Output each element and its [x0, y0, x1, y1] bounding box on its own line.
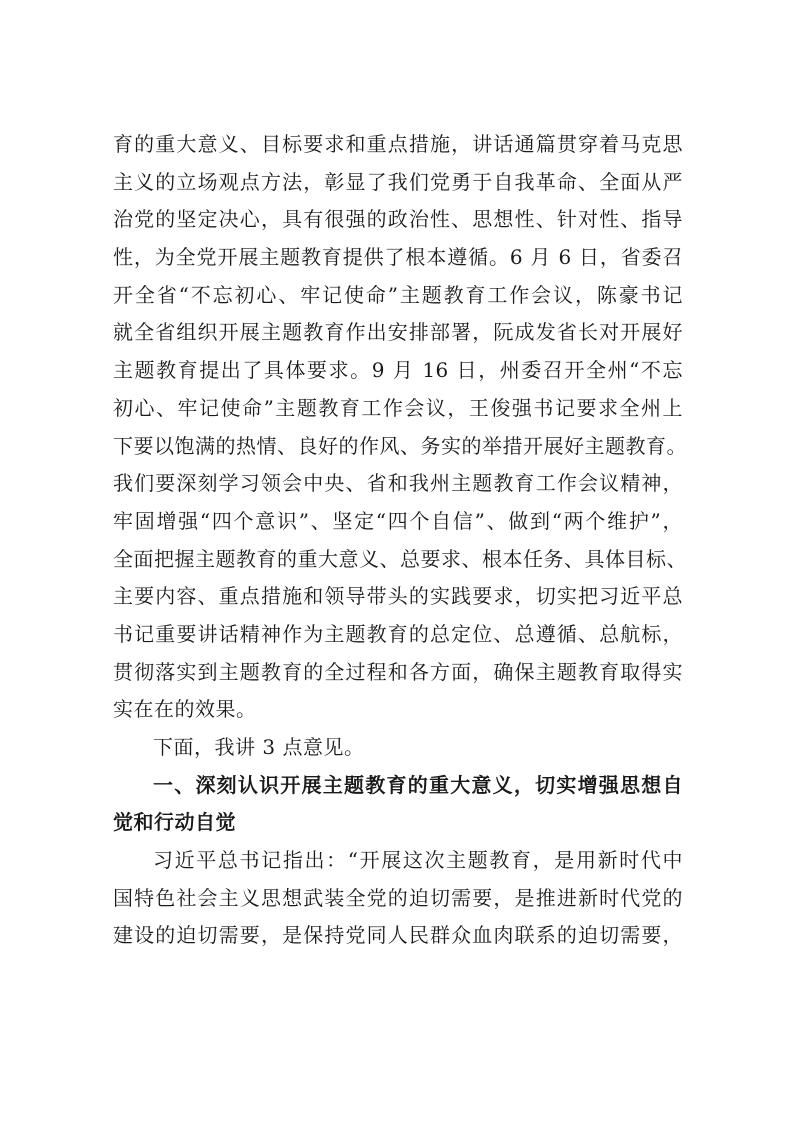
- section-heading: 一、深刻认识开展主题教育的重大意义，切实增强思想自: [153, 772, 683, 797]
- text-line: 牢固增强“四个意识”、坚定“四个自信”、做到“两个维护”，: [113, 508, 683, 533]
- text-line: 下要以饱满的热情、良好的作风、务实的举措开展好主题教育。: [113, 433, 687, 458]
- text-line: 我们要深刻学习领会中央、省和我州主题教育工作会议精神，: [113, 471, 683, 496]
- text-line: 育的重大意义、目标要求和重点措施，讲话通篇贯穿着马克思: [113, 132, 683, 156]
- text-line: 贯彻落实到主题教育的全过程和各方面，确保主题教育取得实: [113, 659, 683, 684]
- text-line: 主题教育提出了具体要求。9 月 16 日，州委召开全州“不忘: [113, 358, 683, 383]
- text-line: 开全省“不忘初心、牢记使命”主题教育工作会议，陈豪书记: [113, 282, 683, 307]
- text-line: 初心、牢记使命”主题教育工作会议，王俊强书记要求全州上: [113, 395, 683, 420]
- text-line: 治党的坚定决心，具有很强的政治性、思想性、针对性、指导: [113, 207, 683, 232]
- document-body: [113, 126, 687, 955]
- text-line: 主要内容、重点措施和领导带头的实践要求，切实把习近平总: [113, 584, 683, 609]
- text-line: 建设的迫切需要，是保持党同人民群众血肉联系的迫切需要，: [113, 923, 683, 948]
- section-heading: 觉和行动自觉: [113, 810, 236, 835]
- text-line: 书记重要讲话精神作为主题教育的总定位、总遵循、总航标，: [113, 621, 683, 646]
- text-line: 性，为全党开展主题教育提供了根本遵循。6 月 6 日，省委召: [113, 245, 683, 270]
- text-line: 主义的立场观点方法，彰显了我们党勇于自我革命、全面从严: [113, 169, 683, 194]
- text-line: 国特色社会主义思想武装全党的迫切需要，是推进新时代党的: [113, 885, 683, 910]
- paragraph-intro: 下面，我讲 3 点意见。: [153, 735, 365, 759]
- text-line: 全面把握主题教育的重大意义、总要求、根本任务、具体目标、: [113, 546, 687, 571]
- text-line: 就全省组织开展主题教育作出安排部署，阮成发省长对开展好: [113, 320, 683, 345]
- text-line: 习近平总书记指出：“开展这次主题教育，是用新时代中: [153, 848, 683, 873]
- text-line: 实在在的效果。: [113, 697, 257, 722]
